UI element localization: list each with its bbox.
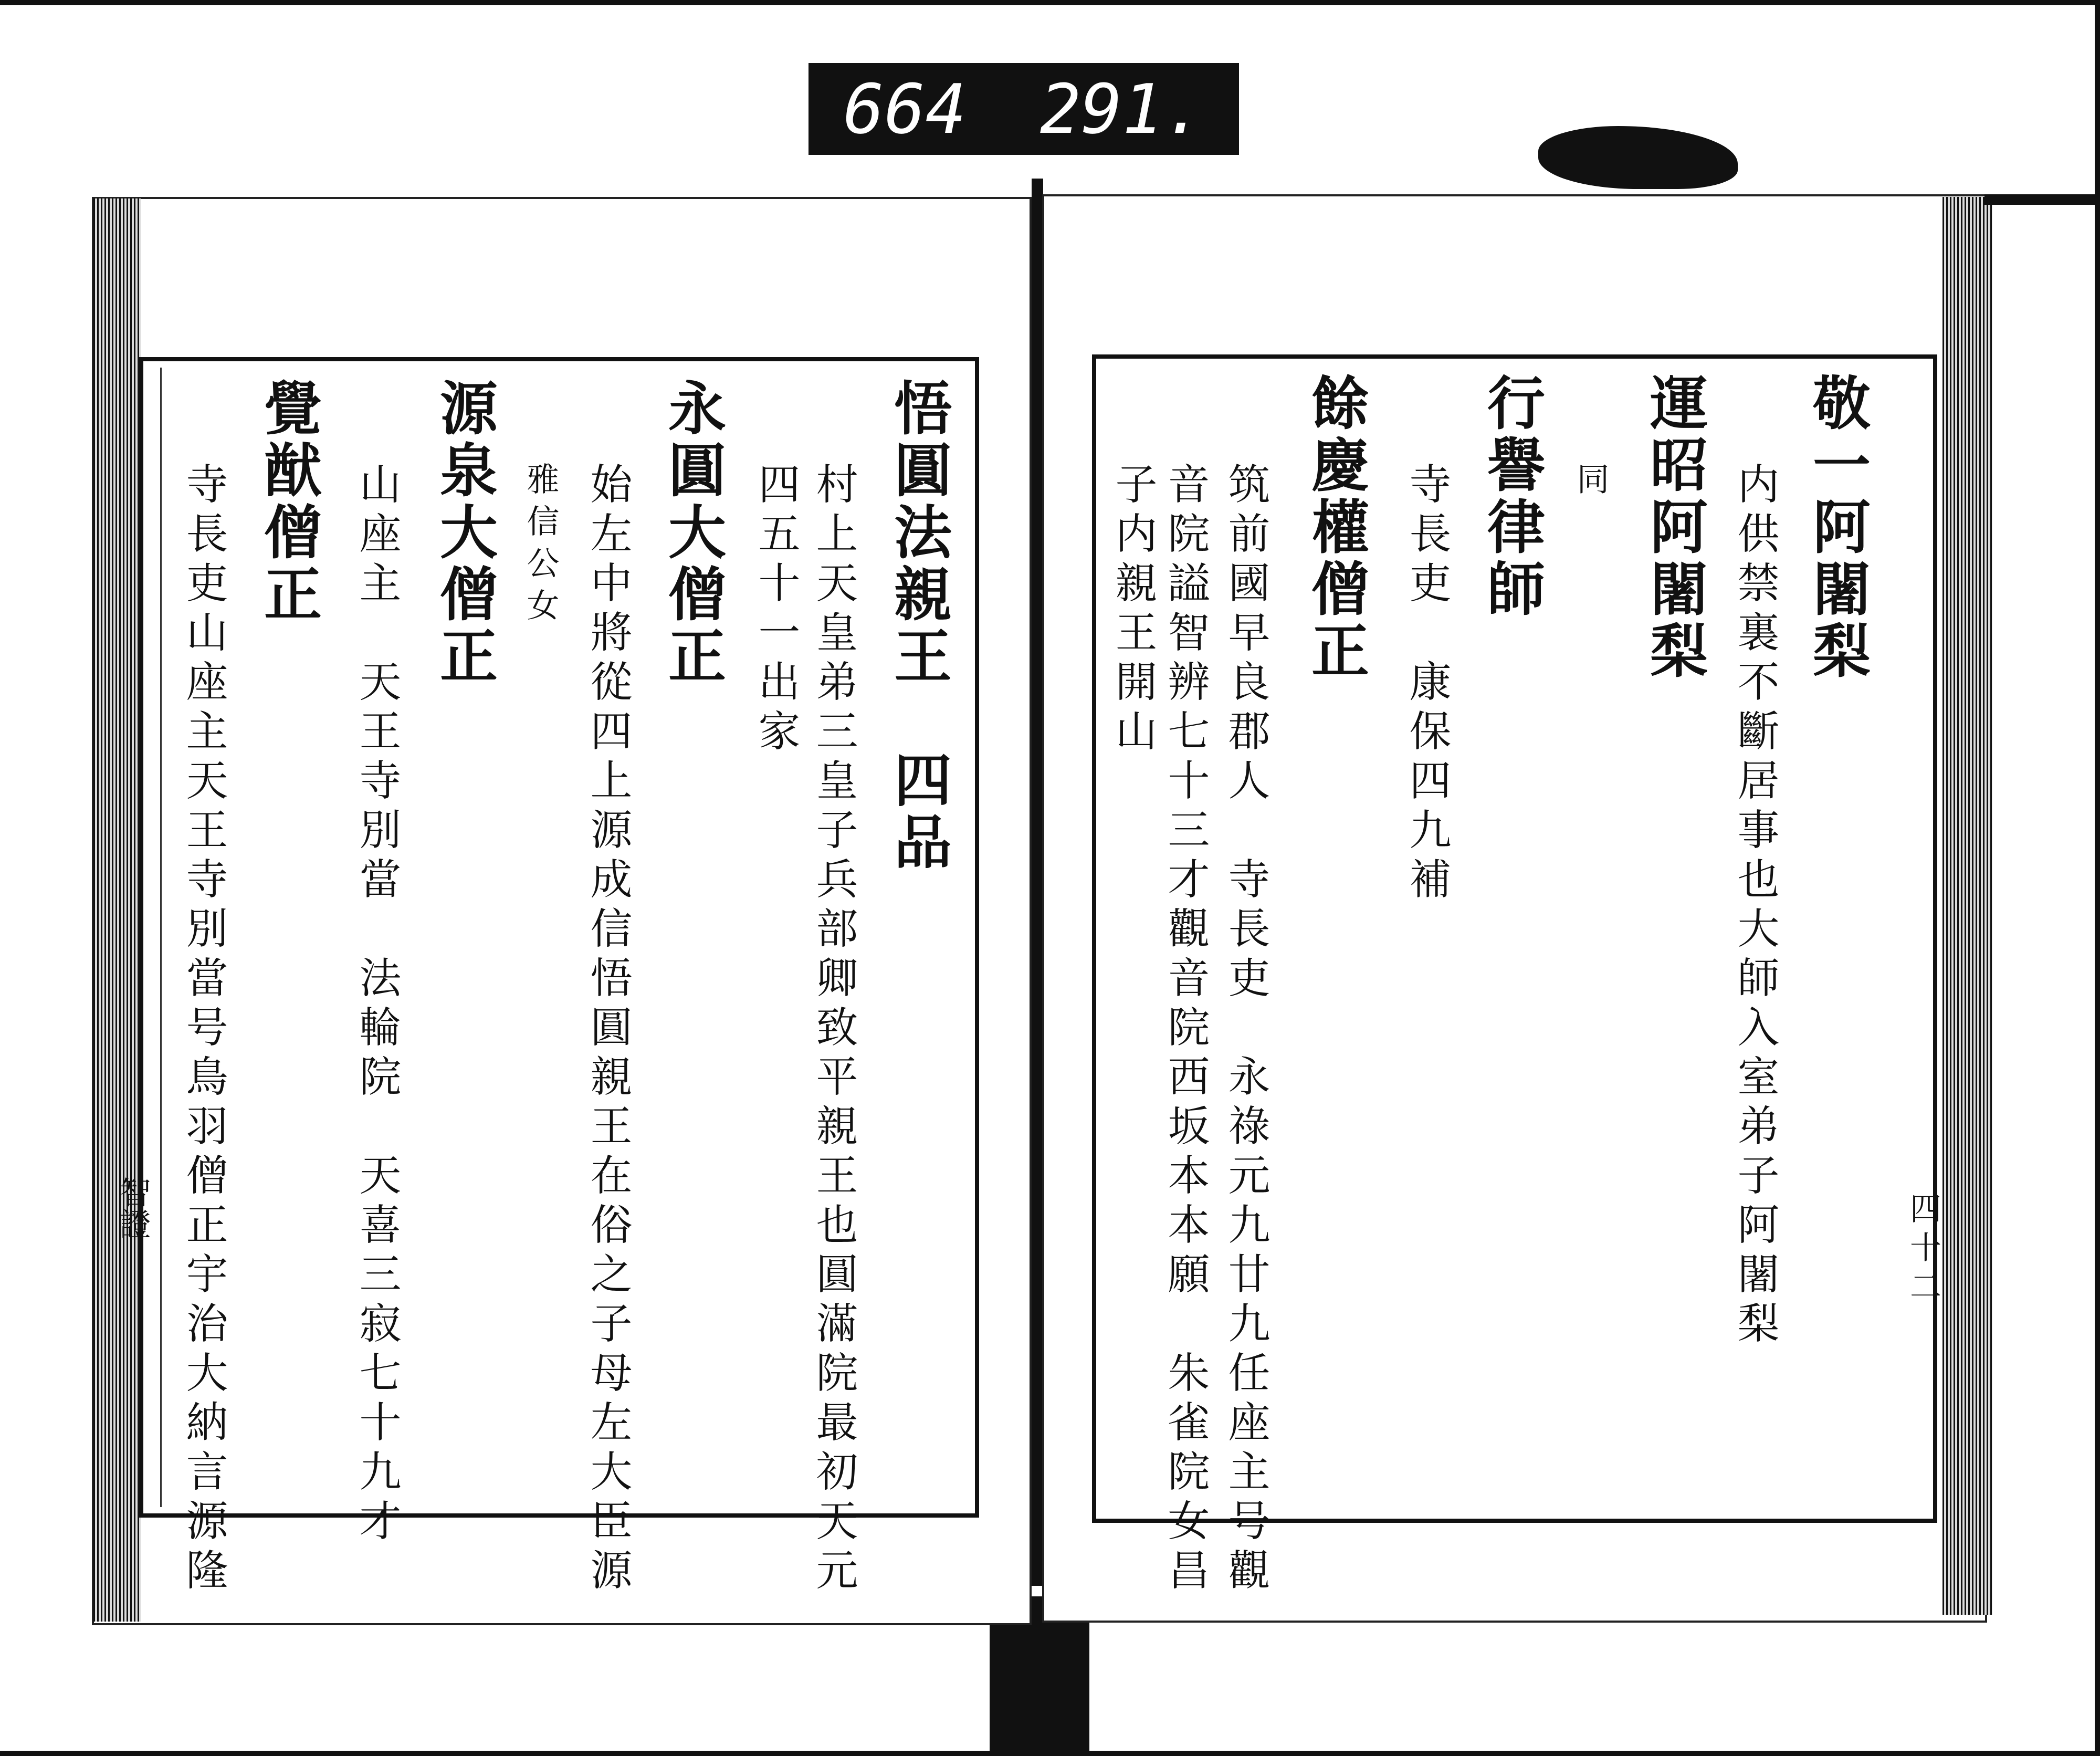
entry-heading: 源泉大僧正 xyxy=(430,378,498,688)
entry-body: 村上天皇弟三皇子兵部卿致平親王也圓滿院最初天元 xyxy=(809,462,858,1597)
page-number-margin: 四十二 xyxy=(1905,1192,1941,1309)
entry-body: 雅信公女 xyxy=(521,462,560,630)
entry-heading: 覺猷僧正 xyxy=(255,378,322,626)
entry-body: 音院謚智辨七十三才觀音院西坂本本願 朱雀院女昌 xyxy=(1161,462,1210,1597)
entry-body: 筑前國早良郡人 寺長吏 永祿元九廿九任座主号觀 xyxy=(1221,462,1270,1597)
reference-number-tag xyxy=(808,63,1239,155)
scan-right-border xyxy=(2095,0,2100,1756)
entry-body: 内供禁裏不斷居事也大師入室弟子阿闍梨 xyxy=(1730,462,1779,1351)
scan-top-border xyxy=(0,0,2100,5)
right-page-tab xyxy=(1984,194,2097,205)
reference-number-left: 664 xyxy=(843,69,967,149)
entry-body: 寺長吏 康保四九補 xyxy=(1402,462,1451,906)
entry-body: 山座主 天王寺別當 法輪院 天喜三寂七十九才 xyxy=(352,462,401,1548)
entry-heading: 餘慶權僧正 xyxy=(1302,373,1370,683)
entry-heading: 敬一阿闍梨 xyxy=(1803,373,1871,683)
left-margin-label: 智證 xyxy=(114,1176,151,1239)
entry-body: 四五十一出家 xyxy=(751,462,800,758)
book-spine xyxy=(1032,179,1043,1586)
entry-heading: 永圓大僧正 xyxy=(659,378,727,688)
right-page-edge xyxy=(1942,197,1992,1615)
entry-body: 寺長吏山座主天王寺別當号鳥羽僧正宇治大納言源隆 xyxy=(179,462,228,1597)
entry-body: 同 xyxy=(1571,462,1610,504)
entry-heading: 運昭阿闍梨 xyxy=(1641,373,1708,683)
reference-number-right: 291. xyxy=(1040,69,1204,149)
entry-body: 始左中將從四上源成信悟圓親王在俗之子母左大臣源 xyxy=(583,462,632,1597)
entry-body: 子内親王開山 xyxy=(1108,462,1157,758)
entry-heading: 行譽律師 xyxy=(1478,373,1546,621)
left-page-edge xyxy=(93,198,141,1622)
entry-heading: 悟圓法親王 四品 xyxy=(885,378,952,874)
torn-corner-mark xyxy=(1538,126,1738,189)
